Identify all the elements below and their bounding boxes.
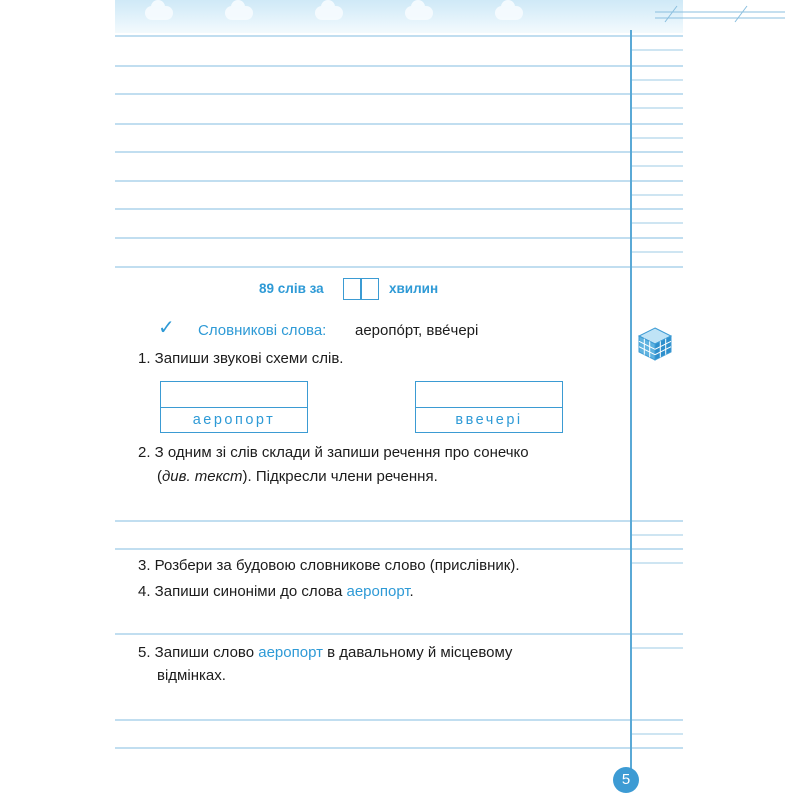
sound-scheme-box-vvecheri[interactable] (415, 381, 563, 433)
sound-scheme-box-aeroport[interactable] (160, 381, 308, 433)
dictionary-label: Словникові слова: (198, 322, 327, 339)
margin-line (630, 30, 632, 770)
task2-line2: (див. текст). Підкресли члени речення. (157, 468, 438, 485)
task4-line: 4. Запиши синоніми до слова аеропорт. (138, 583, 414, 600)
sound-scheme-field[interactable] (161, 382, 307, 408)
sound-scheme-word: аеропорт (192, 412, 276, 428)
margin-ruler-marks (631, 0, 683, 800)
sound-scheme-field[interactable] (416, 382, 562, 408)
minutes-input-box[interactable] (343, 278, 379, 300)
dictionary-words: аеропо́рт, вве́чері (355, 322, 479, 339)
page-number: 5 (613, 767, 639, 793)
task5-line2: відмінках. (157, 667, 226, 684)
task5-line1: 5. Запиши слово аеропорт в давальному й місцевому (138, 644, 513, 661)
task2-line1: 2. З одним зі слів склади й запиши речення про сонечко (138, 444, 529, 461)
checkmark-icon: ✓ (158, 317, 175, 339)
task1-text: 1. Запиши звукові схеми слів. (138, 350, 344, 367)
task3-text: 3. Розбери за будовою словникове слово (прислівник). (138, 557, 520, 574)
reading-words-label: 89 слів за (259, 281, 324, 296)
reading-minutes-label: хвилин (389, 281, 439, 296)
cube-icon (637, 326, 673, 362)
sound-scheme-word: ввечері (455, 412, 523, 428)
